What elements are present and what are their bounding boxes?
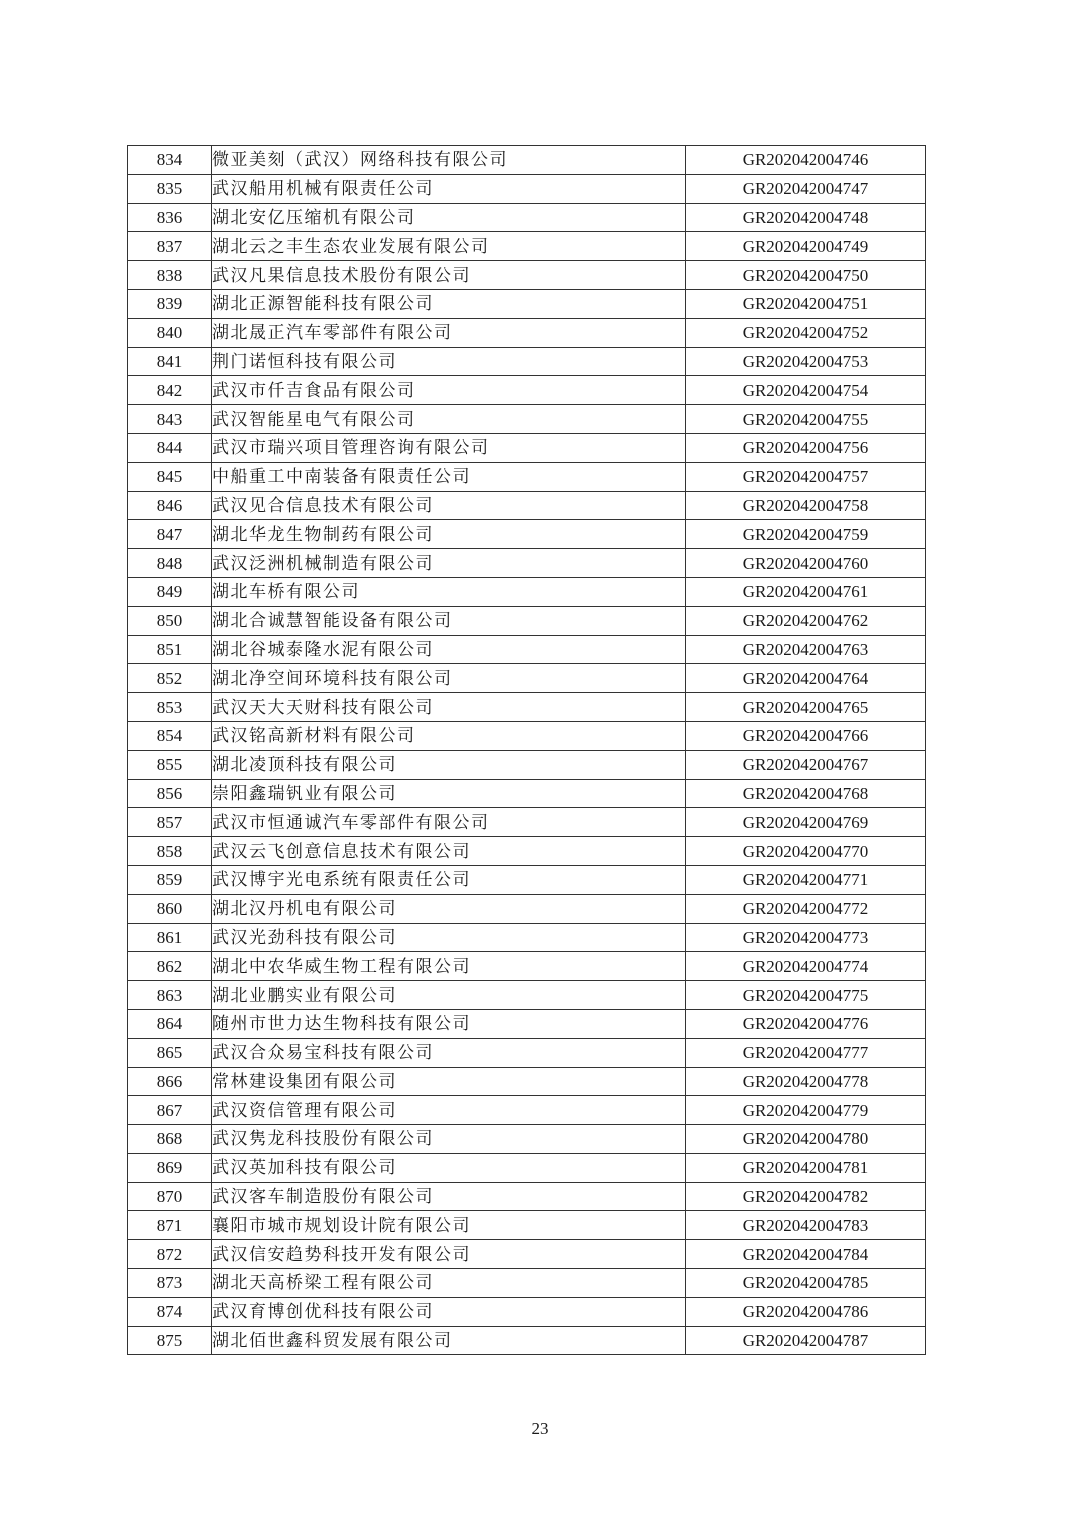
certificate-number-cell: GR202042004757 [686,462,926,491]
enterprise-list-table [127,145,926,1355]
row-number-cell: 839 [128,289,212,318]
row-number-cell: 856 [128,779,212,808]
row-number-cell: 852 [128,664,212,693]
row-number-cell: 843 [128,405,212,434]
certificate-number-cell: GR202042004747 [686,174,926,203]
row-number-cell: 868 [128,1125,212,1154]
table-row [128,261,926,290]
certificate-number-cell: GR202042004763 [686,635,926,664]
certificate-number-cell: GR202042004758 [686,491,926,520]
company-name-cell: 武汉英加科技有限公司 [212,1153,686,1182]
table-row [128,1153,926,1182]
row-number-cell: 857 [128,808,212,837]
table-row [128,952,926,981]
row-number-cell: 869 [128,1153,212,1182]
table-row [128,1096,926,1125]
row-number-cell: 871 [128,1211,212,1240]
company-name-cell: 中船重工中南装备有限责任公司 [212,462,686,491]
table-row [128,779,926,808]
table-row [128,174,926,203]
row-number-cell: 854 [128,721,212,750]
certificate-number-cell: GR202042004753 [686,347,926,376]
row-number-cell: 874 [128,1297,212,1326]
table-row [128,232,926,261]
table-row [128,376,926,405]
row-number-cell: 864 [128,1009,212,1038]
company-name-cell: 武汉育博创优科技有限公司 [212,1297,686,1326]
table-row [128,664,926,693]
company-name-cell: 武汉合众易宝科技有限公司 [212,1038,686,1067]
certificate-number-cell: GR202042004755 [686,405,926,434]
table-row [128,289,926,318]
company-name-cell: 武汉见合信息技术有限公司 [212,491,686,520]
company-name-cell: 武汉云飞创意信息技术有限公司 [212,837,686,866]
row-number-cell: 850 [128,606,212,635]
certificate-number-cell: GR202042004759 [686,520,926,549]
row-number-cell: 859 [128,865,212,894]
certificate-number-cell: GR202042004749 [686,232,926,261]
table-row [128,750,926,779]
row-number-cell: 863 [128,981,212,1010]
company-name-cell: 襄阳市城市规划设计院有限公司 [212,1211,686,1240]
certificate-number-cell: GR202042004764 [686,664,926,693]
certificate-number-cell: GR202042004784 [686,1240,926,1269]
certificate-number-cell: GR202042004774 [686,952,926,981]
table-row [128,318,926,347]
certificate-number-cell: GR202042004777 [686,1038,926,1067]
table-row [128,981,926,1010]
table-row [128,635,926,664]
company-name-cell: 湖北净空间环境科技有限公司 [212,664,686,693]
certificate-number-cell: GR202042004785 [686,1269,926,1298]
certificate-number-cell: GR202042004768 [686,779,926,808]
certificate-number-cell: GR202042004752 [686,318,926,347]
table-row [128,1211,926,1240]
company-name-cell: 湖北谷城泰隆水泥有限公司 [212,635,686,664]
table-row [128,549,926,578]
certificate-number-cell: GR202042004775 [686,981,926,1010]
table-row [128,433,926,462]
row-number-cell: 866 [128,1067,212,1096]
certificate-number-cell: GR202042004765 [686,693,926,722]
company-name-cell: 湖北业鹏实业有限公司 [212,981,686,1010]
row-number-cell: 835 [128,174,212,203]
company-name-cell: 湖北天高桥梁工程有限公司 [212,1269,686,1298]
company-name-cell: 湖北安亿压缩机有限公司 [212,203,686,232]
table-row [128,491,926,520]
company-name-cell: 武汉博宇光电系统有限责任公司 [212,865,686,894]
company-name-cell: 武汉客车制造股份有限公司 [212,1182,686,1211]
row-number-cell: 845 [128,462,212,491]
table-row [128,1067,926,1096]
row-number-cell: 870 [128,1182,212,1211]
company-name-cell: 武汉资信管理有限公司 [212,1096,686,1125]
row-number-cell: 848 [128,549,212,578]
row-number-cell: 844 [128,433,212,462]
table-row [128,347,926,376]
company-name-cell: 武汉天大天财科技有限公司 [212,693,686,722]
company-name-cell: 武汉光劲科技有限公司 [212,923,686,952]
table-row [128,462,926,491]
page-number: 23 [531,1419,549,1438]
company-name-cell: 武汉市仟吉食品有限公司 [212,376,686,405]
certificate-number-cell: GR202042004748 [686,203,926,232]
row-number-cell: 867 [128,1096,212,1125]
company-name-cell: 武汉凡果信息技术股份有限公司 [212,261,686,290]
table-row [128,1326,926,1355]
table-row [128,721,926,750]
row-number-cell: 853 [128,693,212,722]
certificate-number-cell: GR202042004783 [686,1211,926,1240]
company-name-cell: 武汉船用机械有限责任公司 [212,174,686,203]
table-row [128,894,926,923]
certificate-number-cell: GR202042004767 [686,750,926,779]
row-number-cell: 838 [128,261,212,290]
table-row [128,837,926,866]
table-row [128,1269,926,1298]
certificate-number-cell: GR202042004779 [686,1096,926,1125]
row-number-cell: 862 [128,952,212,981]
company-name-cell: 崇阳鑫瑞钒业有限公司 [212,779,686,808]
certificate-number-cell: GR202042004756 [686,433,926,462]
row-number-cell: 847 [128,520,212,549]
row-number-cell: 865 [128,1038,212,1067]
table-row [128,923,926,952]
table-row [128,577,926,606]
company-name-cell: 武汉信安趋势科技开发有限公司 [212,1240,686,1269]
company-name-cell: 武汉泛洲机械制造有限公司 [212,549,686,578]
row-number-cell: 861 [128,923,212,952]
company-name-cell: 随州市世力达生物科技有限公司 [212,1009,686,1038]
row-number-cell: 855 [128,750,212,779]
table-row [128,808,926,837]
company-name-cell: 湖北佰世鑫科贸发展有限公司 [212,1326,686,1355]
certificate-number-cell: GR202042004772 [686,894,926,923]
table-row [128,1182,926,1211]
row-number-cell: 842 [128,376,212,405]
table-row [128,1125,926,1154]
table-row [128,1009,926,1038]
row-number-cell: 858 [128,837,212,866]
row-number-cell: 875 [128,1326,212,1355]
table-row [128,693,926,722]
table-row [128,1240,926,1269]
row-number-cell: 846 [128,491,212,520]
certificate-number-cell: GR202042004770 [686,837,926,866]
table-row [128,1297,926,1326]
certificate-number-cell: GR202042004754 [686,376,926,405]
certificate-number-cell: GR202042004766 [686,721,926,750]
company-name-cell: 荆门诺恒科技有限公司 [212,347,686,376]
certificate-number-cell: GR202042004761 [686,577,926,606]
certificate-number-cell: GR202042004780 [686,1125,926,1154]
row-number-cell: 873 [128,1269,212,1298]
company-name-cell: 常林建设集团有限公司 [212,1067,686,1096]
certificate-number-cell: GR202042004773 [686,923,926,952]
company-name-cell: 湖北车桥有限公司 [212,577,686,606]
row-number-cell: 872 [128,1240,212,1269]
row-number-cell: 840 [128,318,212,347]
company-name-cell: 湖北合诚慧智能设备有限公司 [212,606,686,635]
table-row [128,865,926,894]
certificate-number-cell: GR202042004762 [686,606,926,635]
certificate-number-cell: GR202042004778 [686,1067,926,1096]
certificate-number-cell: GR202042004776 [686,1009,926,1038]
row-number-cell: 836 [128,203,212,232]
certificate-number-cell: GR202042004771 [686,865,926,894]
row-number-cell: 837 [128,232,212,261]
row-number-cell: 841 [128,347,212,376]
certificate-number-cell: GR202042004787 [686,1326,926,1355]
company-name-cell: 湖北汉丹机电有限公司 [212,894,686,923]
company-name-cell: 武汉铭高新材料有限公司 [212,721,686,750]
certificate-number-cell: GR202042004769 [686,808,926,837]
certificate-number-cell: GR202042004751 [686,289,926,318]
certificate-number-cell: GR202042004750 [686,261,926,290]
row-number-cell: 860 [128,894,212,923]
row-number-cell: 851 [128,635,212,664]
table-row [128,1038,926,1067]
table-row [128,146,926,175]
table-body [128,146,926,1355]
company-name-cell: 湖北中农华威生物工程有限公司 [212,952,686,981]
table-row [128,405,926,434]
certificate-number-cell: GR202042004746 [686,146,926,175]
certificate-number-cell: GR202042004786 [686,1297,926,1326]
company-name-cell: 湖北华龙生物制药有限公司 [212,520,686,549]
company-name-cell: 湖北凌顶科技有限公司 [212,750,686,779]
company-name-cell: 武汉智能星电气有限公司 [212,405,686,434]
certificate-number-cell: GR202042004782 [686,1182,926,1211]
table-row [128,520,926,549]
company-name-cell: 湖北正源智能科技有限公司 [212,289,686,318]
company-name-cell: 武汉市瑞兴项目管理咨询有限公司 [212,433,686,462]
company-name-cell: 湖北晟正汽车零部件有限公司 [212,318,686,347]
company-name-cell: 湖北云之丰生态农业发展有限公司 [212,232,686,261]
row-number-cell: 834 [128,146,212,175]
row-number-cell: 849 [128,577,212,606]
certificate-number-cell: GR202042004760 [686,549,926,578]
table-row [128,203,926,232]
table-row [128,606,926,635]
company-name-cell: 武汉隽龙科技股份有限公司 [212,1125,686,1154]
company-name-cell: 武汉市恒通诚汽车零部件有限公司 [212,808,686,837]
company-name-cell: 微亚美刻（武汉）网络科技有限公司 [212,146,686,175]
certificate-number-cell: GR202042004781 [686,1153,926,1182]
